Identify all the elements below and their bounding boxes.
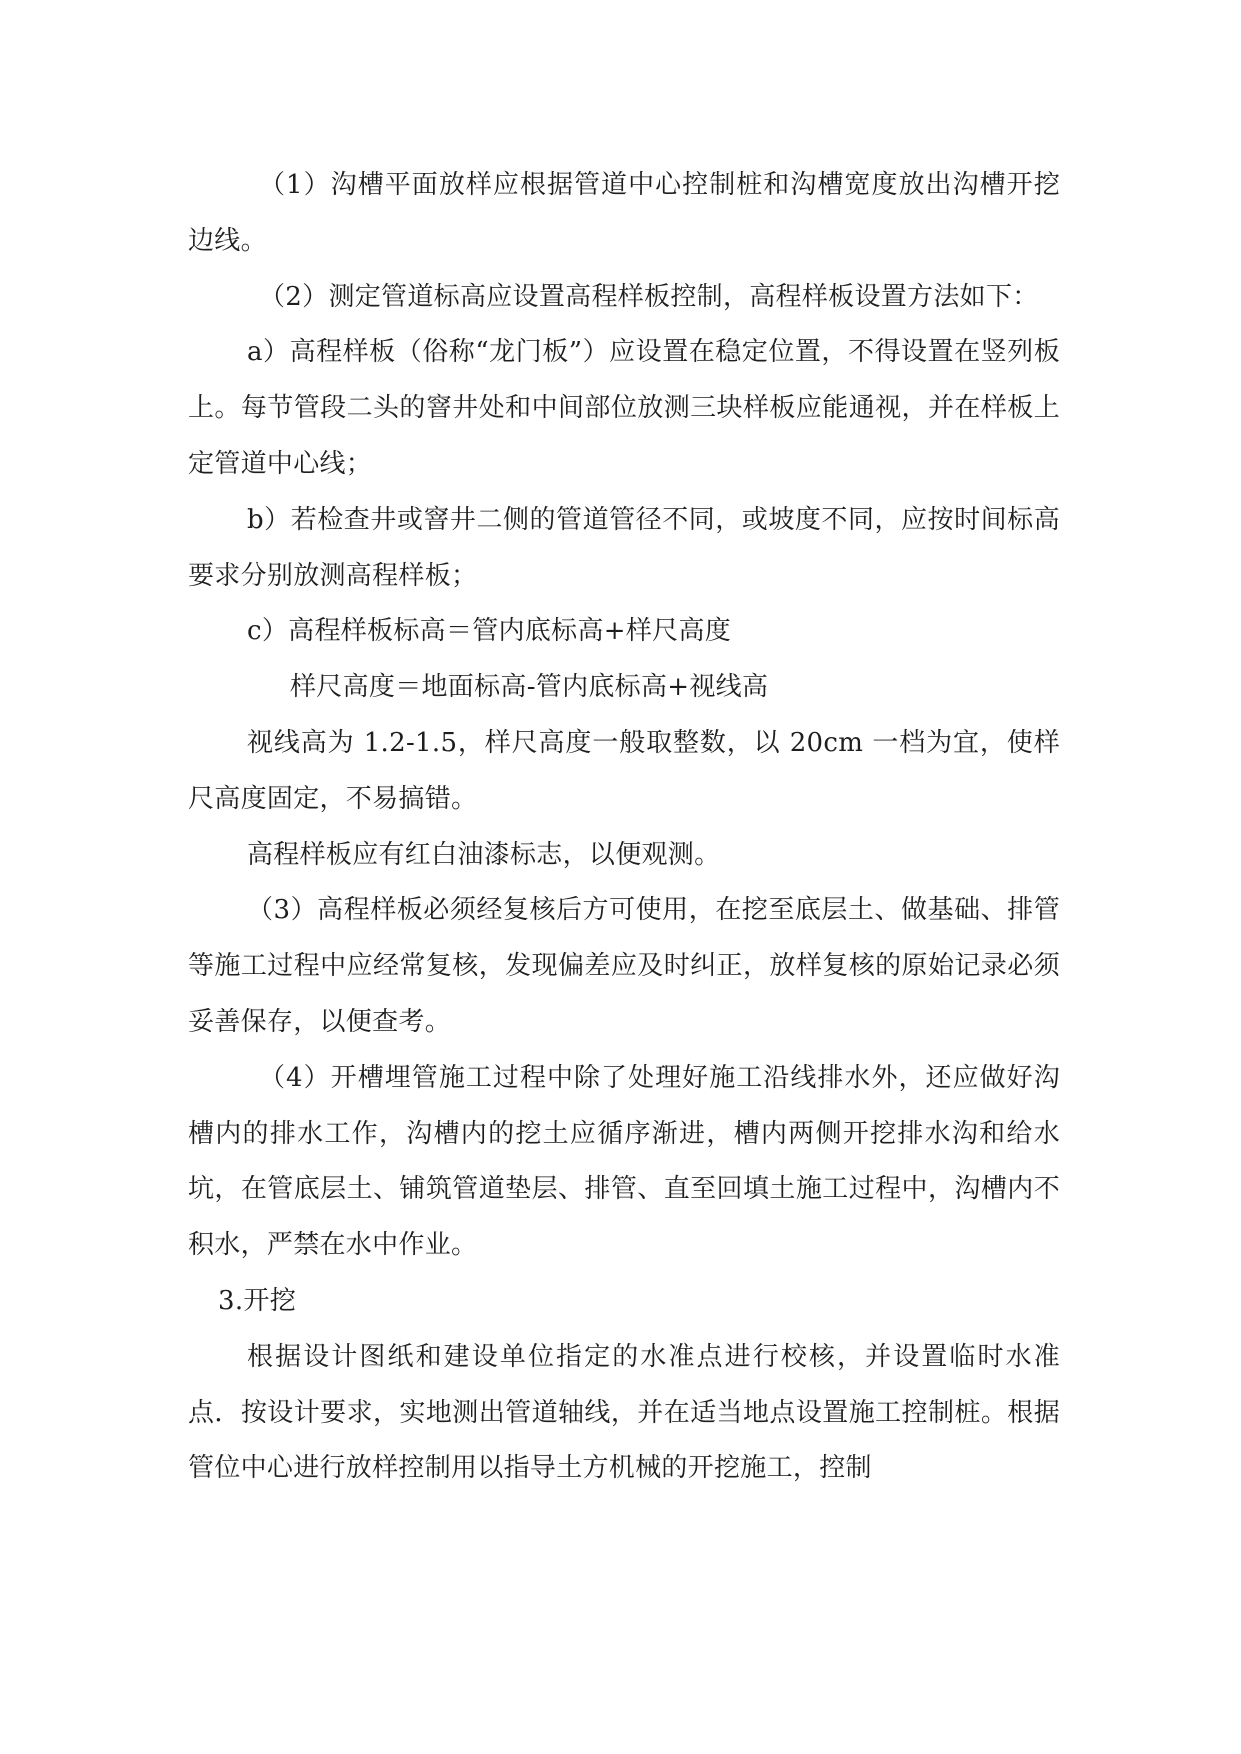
section-heading-excavation: 3.开挖 xyxy=(218,1285,297,1316)
paragraph-elevation-control: （2）测定管道标高应设置高程样板控制，高程样板设置方法如下： xyxy=(259,281,1039,312)
paragraph-item-c: c）高程样板标高＝管内底标高+样尺高度 xyxy=(247,616,732,647)
paragraph-item-a: a）高程样板（俗称“龙门板”）应设置在稳定位置，不得设置在竖列板上。每节管段二头的窨井处和中间部位放测三块样板应能通视，并在样板上定管道中心线； xyxy=(188,337,1060,479)
document-body xyxy=(188,158,1060,1497)
paragraph-paint-marking: 高程样板应有红白油漆标志，以便观测。 xyxy=(247,839,721,870)
paragraph-drainage: （4）开槽埋管施工过程中除了处理好施工沿线排水外，还应做好沟槽内的排水工作，沟槽内的挖土应循序渐进，槽内两侧开挖排水沟和给水坑，在管底层土、铺筑管道垫层、排管、直至回填土施工过程中，沟槽内不积水，严禁在水中作业。 xyxy=(188,1062,1060,1261)
paragraph-review: （3）高程样板必须经复核后方可使用，在挖至底层土、做基础、排管等施工过程中应经常复核，发现偏差应及时纠正，放样复核的原始记录必须妥善保存，以便查考。 xyxy=(188,895,1060,1037)
paragraph-item-b: b）若检查井或窨井二侧的管道管径不同，或坡度不同，应按时间标高要求分别放测高程样板； xyxy=(188,504,1060,591)
paragraph-sight-height: 视线高为 1.2-1.5，样尺高度一般取整数，以 20cm 一档为宜，使样尺高度固定，不易搞错。 xyxy=(188,727,1060,814)
paragraph-formula: 样尺高度＝地面标高-管内底标高+视线高 xyxy=(290,672,769,703)
paragraph-trench-layout: （1）沟槽平面放样应根据管道中心控制桩和沟槽宽度放出沟槽开挖边线。 xyxy=(188,170,1060,256)
paragraph-excavation: 根据设计图纸和建设单位指定的水准点进行校核，并设置临时水准点．按设计要求，实地测出管道轴线，并在适当地点设置施工控制桩。根据管位中心进行放样控制用以指导土方机械的开挖施工，控制 xyxy=(188,1341,1060,1484)
